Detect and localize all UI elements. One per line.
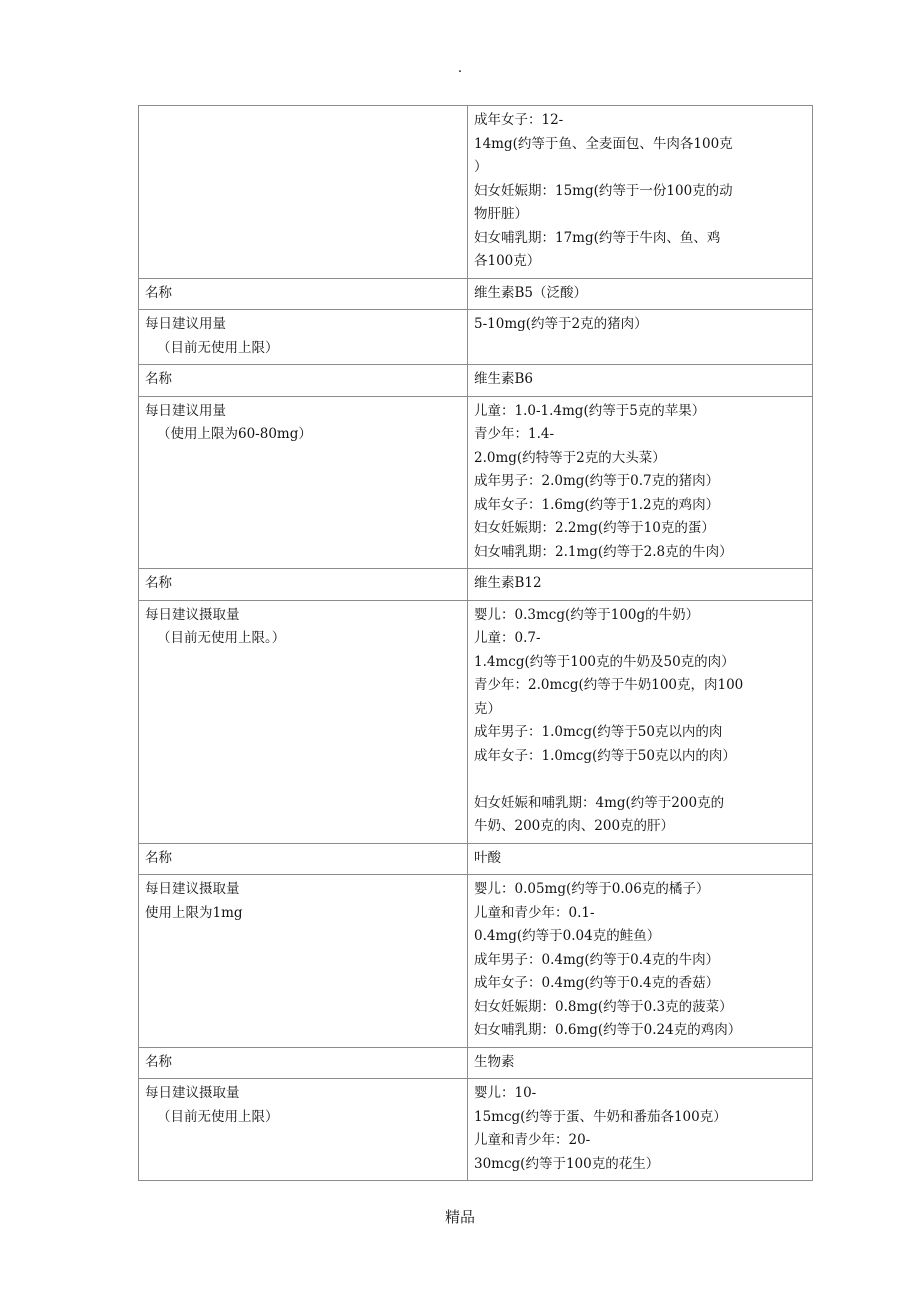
table-cell-line: 成年男子：0.4mg(约等于0.4克的牛肉）	[474, 951, 720, 968]
table-cell-value	[468, 569, 813, 601]
table-cell-value	[468, 600, 813, 843]
table-cell-line: 名称	[145, 371, 172, 387]
table-cell-line: 每日建议摄取量	[145, 1085, 240, 1101]
table-row	[139, 396, 813, 569]
table-body	[139, 106, 813, 1181]
table-cell-line: 名称	[145, 849, 172, 866]
table-cell-line: 1.4mcg(约等于100克的牛奶及50克的肉）	[474, 653, 735, 670]
table-cell-line: 每日建议摄取量	[145, 881, 240, 897]
table-cell-line: 成年女子：1.0mcg(约等于50克以内的肉）	[474, 747, 736, 764]
table-cell-line: 牛奶、200克的肉、200克的肝）	[474, 818, 675, 834]
table-cell-line: （目前无使用上限。）	[157, 630, 286, 646]
table-row	[139, 1047, 813, 1079]
table-cell-line: 儿童：0.7-	[474, 630, 541, 646]
table-cell-line: 青少年：2.0mcg(约等于牛奶100克，肉100	[474, 677, 744, 693]
table-row	[139, 278, 813, 310]
table-cell-label	[139, 365, 468, 397]
table-cell-value	[468, 875, 813, 1048]
table-cell-value	[468, 310, 813, 365]
table-cell-line: （使用上限为60-80mg）	[157, 426, 312, 442]
table-row	[139, 1079, 813, 1181]
table-cell-line: 15mcg(约等于蛋、牛奶和番茄各100克）	[474, 1108, 727, 1125]
table-cell-line: 0.4mg(约等于0.04克的鲑鱼）	[474, 928, 661, 944]
table-cell-line: 妇女哺乳期：0.6mg(约等于0.24克的鸡肉）	[474, 1022, 742, 1038]
table-cell-line: （目前无使用上限）	[157, 1108, 279, 1125]
table-cell-value	[468, 1079, 813, 1181]
table-cell-line: 名称	[145, 284, 172, 301]
table-cell-line: 使用上限为1mg	[145, 904, 243, 921]
table-cell-line: 成年女子：12-	[474, 112, 564, 128]
table-cell-line: （目前无使用上限）	[157, 339, 279, 356]
table-cell-value	[468, 365, 813, 397]
table-cell-line: 叶酸	[474, 849, 501, 866]
table-cell-line: 妇女妊娠期：2.2mg(约等于10克的蛋）	[474, 520, 715, 536]
page-header-mark: .	[457, 61, 463, 76]
table-cell-line: 每日建议用量	[145, 402, 226, 419]
table-cell-line: 妇女哺乳期：17mg(约等于牛肉、鱼、鸡	[474, 229, 721, 246]
table-cell-line: 维生素B12	[474, 575, 542, 591]
table-cell-value	[468, 396, 813, 569]
table-cell-line: 名称	[145, 575, 172, 591]
table-cell-line: 成年男子：1.0mcg(约等于50克以内的肉	[474, 724, 723, 740]
table-row	[139, 310, 813, 365]
table-cell-label	[139, 278, 468, 310]
table-cell-line: 妇女妊娠期：0.8mg(约等于0.3克的菠菜）	[474, 998, 733, 1015]
table-cell-line: 婴儿：0.3mcg(约等于100g的牛奶）	[474, 606, 700, 623]
table-cell-line: ）	[474, 159, 488, 175]
table-cell-line: 生物素	[474, 1053, 515, 1070]
table-cell-label	[139, 396, 468, 569]
table-cell-label	[139, 875, 468, 1048]
table-cell-line: 妇女妊娠期：15mg(约等于一份100克的动	[474, 182, 733, 199]
table-cell-line: 成年女子：0.4mg(约等于0.4克的香菇）	[474, 975, 720, 991]
table-cell-line: 儿童和青少年：0.1-	[474, 904, 595, 921]
table-cell-value	[468, 106, 813, 279]
table-cell-line: 儿童和青少年：20-	[474, 1132, 591, 1148]
table-cell-line: 每日建议用量	[145, 316, 226, 332]
table-cell-line: 婴儿：10-	[474, 1085, 537, 1101]
table-cell-value	[468, 278, 813, 310]
table-cell-line: 青少年：1.4-	[474, 426, 555, 442]
vitamin-dosage-table-wrapper	[138, 105, 788, 1181]
table-cell-line: 物肝脏）	[474, 206, 528, 222]
table-cell-line: 成年女子：1.6mg(约等于1.2克的鸡肉）	[474, 496, 720, 513]
table-row	[139, 569, 813, 601]
table-cell-label	[139, 569, 468, 601]
table-cell-label	[139, 106, 468, 279]
table-cell-line: 成年男子：2.0mg(约等于0.7克的猪肉）	[474, 473, 720, 489]
table-cell-line: 5-10mg(约等于2克的猪肉）	[474, 316, 648, 332]
table-cell-line: 名称	[145, 1053, 172, 1070]
vitamin-dosage-table	[138, 105, 813, 1181]
table-row	[139, 365, 813, 397]
table-cell-line: 妇女妊娠和哺乳期：4mg(约等于200克的	[474, 794, 725, 811]
table-cell-line: 儿童：1.0-1.4mg(约等于5克的苹果）	[474, 402, 706, 419]
table-cell-value	[468, 843, 813, 875]
table-row	[139, 875, 813, 1048]
table-cell-blank-line	[474, 768, 806, 792]
table-cell-label	[139, 843, 468, 875]
table-row	[139, 600, 813, 843]
table-cell-line: 2.0mg(约特等于2克的大头菜）	[474, 449, 666, 466]
table-row	[139, 843, 813, 875]
table-cell-line: 各100克）	[474, 253, 541, 269]
table-cell-line: 维生素B6	[474, 371, 534, 387]
table-cell-line: 妇女哺乳期：2.1mg(约等于2.8克的牛肉）	[474, 543, 733, 560]
table-cell-line: 30mcg(约等于100克的花生）	[474, 1155, 660, 1172]
table-cell-line: 每日建议摄取量	[145, 606, 240, 623]
table-cell-label	[139, 1079, 468, 1181]
table-cell-line: 14mg(约等于鱼、全麦面包、牛肉各100克	[474, 135, 733, 152]
table-cell-label	[139, 1047, 468, 1079]
table-cell-line: 维生素B5（泛酸）	[474, 284, 588, 301]
table-cell-label	[139, 600, 468, 843]
table-row	[139, 106, 813, 279]
table-cell-line: 婴儿：0.05mg(约等于0.06克的橘子）	[474, 881, 710, 897]
table-cell-label	[139, 310, 468, 365]
table-cell-value	[468, 1047, 813, 1079]
table-cell-line: 克）	[474, 700, 501, 717]
page-footer-mark: 精品	[444, 1208, 475, 1226]
